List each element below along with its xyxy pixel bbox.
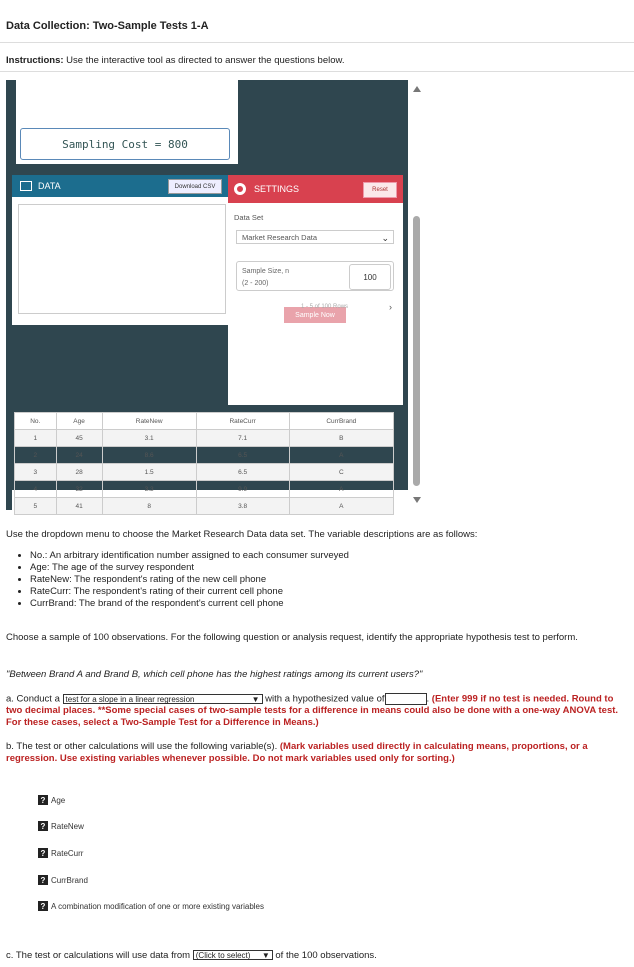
part-b: [6, 741, 626, 764]
table-cell: 4: [15, 481, 57, 498]
dropdown-intro: Use the dropdown menu to choose the Market Research Data data set. The variable descriptions are as follows:: [6, 529, 478, 540]
table-cell: 6.5: [196, 447, 289, 464]
checkbox-ratecurr[interactable]: [38, 848, 83, 858]
table-cell: C: [289, 464, 393, 481]
table-cell: A: [289, 447, 393, 464]
part-b-note: (Mark variables used directly in calculating means, proportions, or a regression. Use existing variables whenever possible. Do not mark variables used only for sorting.): [6, 741, 588, 764]
dataset-label: Data Set: [234, 213, 264, 222]
chevron-down-icon: ⌄: [381, 233, 389, 243]
observations-value: (Click to select): [195, 951, 251, 961]
chevron-down-icon: ▼: [261, 951, 270, 961]
table-row: [15, 481, 394, 498]
download-csv-button[interactable]: Download CSV: [168, 179, 222, 194]
checkbox-age[interactable]: [38, 795, 65, 805]
data-tab-label: DATA: [38, 181, 61, 191]
divider: [0, 42, 634, 43]
sample-size-input[interactable]: 100: [349, 264, 391, 290]
table-row: [15, 447, 394, 464]
table-cell: 45: [56, 430, 102, 447]
question-icon: ?: [38, 795, 48, 805]
table-cell: 3.1: [102, 430, 196, 447]
dataset-value: Market Research Data: [242, 232, 318, 242]
part-a-prefix: a. Conduct a: [6, 693, 60, 705]
column-header[interactable]: CurrBrand: [289, 413, 393, 430]
table-cell: 7.1: [196, 430, 289, 447]
table-cell: 41: [56, 498, 102, 515]
table-cell: 1: [15, 430, 57, 447]
checkbox-combination[interactable]: [38, 901, 264, 911]
table-cell: 1.5: [102, 464, 196, 481]
part-a-mid: with a hypothesized value of: [265, 693, 385, 705]
sample-size-label-text: Sample Size, n: [242, 268, 290, 275]
table-row: [15, 464, 394, 481]
column-header[interactable]: RateCurr: [196, 413, 289, 430]
part-c-prefix: c. The test or calculations will use data from: [6, 950, 191, 961]
table-cell: 8.6: [102, 447, 196, 464]
table-cell: 6.5: [196, 464, 289, 481]
rows-info: 1 - 5 of 100 Rows: [301, 304, 349, 310]
sample-size-label: [242, 266, 289, 290]
sample-size-field: [236, 261, 394, 291]
table-cell: 9.9: [196, 481, 289, 498]
checkbox-label: CurrBrand: [51, 875, 88, 885]
reset-button[interactable]: Reset: [363, 182, 397, 198]
page-title: Data Collection: Two-Sample Tests 1-A: [6, 20, 209, 32]
instructions: [6, 55, 344, 66]
table-cell: 3.8: [196, 498, 289, 515]
table-header-row: [15, 413, 394, 430]
table-cell: 2: [15, 447, 57, 464]
column-header[interactable]: Age: [56, 413, 102, 430]
question-icon: ?: [38, 901, 48, 911]
settings-header: [228, 175, 403, 203]
table-icon: [20, 181, 32, 191]
table-cell: A: [289, 498, 393, 515]
part-c-suffix: of the 100 observations.: [275, 950, 377, 961]
table-cell: 28: [56, 464, 102, 481]
settings-panel: [228, 175, 403, 405]
checkbox-label: RateNew: [51, 821, 84, 831]
data-table: [14, 412, 394, 515]
list-item: • No.: An arbitrary identification number assigned to each consumer surveyed: [30, 550, 349, 562]
list-item: • RateNew: The respondent's rating of the new cell phone: [30, 574, 349, 586]
sample-now-button[interactable]: Sample Now: [284, 307, 346, 323]
sampling-cost: Sampling Cost = 800: [20, 128, 230, 160]
settings-label: SETTINGS: [254, 184, 300, 194]
table-cell: 3.3: [102, 481, 196, 498]
next-page-icon[interactable]: ›: [389, 302, 392, 312]
table-row: [15, 498, 394, 515]
instructions-text: Use the interactive tool as directed to answer the questions below.: [66, 55, 345, 66]
data-tab[interactable]: [12, 175, 228, 197]
part-c: [6, 950, 626, 962]
question-icon: ?: [38, 848, 48, 858]
observations-select[interactable]: [193, 950, 273, 960]
gear-icon: [234, 183, 246, 195]
checkbox-label: RateCurr: [51, 848, 84, 858]
list-item: • Age: The age of the survey respondent: [30, 562, 349, 574]
checkbox-label: Age: [51, 795, 66, 805]
scroll-down-icon[interactable]: [413, 497, 421, 503]
hypothesized-value-input[interactable]: [385, 693, 427, 705]
table-cell: 8: [102, 498, 196, 515]
question-icon: ?: [38, 821, 48, 831]
chevron-down-icon: ▼: [251, 695, 260, 704]
choose-sample-text: Choose a sample of 100 observations. For the following question or analysis request, identify the appropriate hypothesis test to perform.: [6, 632, 578, 643]
table-cell: B: [289, 430, 393, 447]
dataset-select[interactable]: [236, 230, 394, 244]
checkbox-label: A combination modification of one or more existing variables: [51, 901, 264, 911]
list-item: • CurrBrand: The brand of the respondent's current cell phone: [30, 598, 349, 610]
table-row: [15, 430, 394, 447]
question-icon: ?: [38, 875, 48, 885]
test-type-value: test for a slope in a linear regression: [65, 695, 195, 704]
table-cell: 3: [15, 464, 57, 481]
variable-list: [16, 550, 349, 610]
question-text: "Between Brand A and Brand B, which cell phone has the highest ratings among its current users?": [6, 669, 423, 680]
checkbox-currbrand[interactable]: [38, 875, 88, 885]
table-cell: 24: [56, 447, 102, 464]
column-header[interactable]: No.: [15, 413, 57, 430]
part-a: a. Conduct a test for a slope in a linear regression ▼ with a hypothesized value of . (Enter 999 if no test is needed. Round to two decimal places. **Some special cases of two-sample tests for a difference in means could also be done with a one-way ANOVA test. For these cases, select a Two-Sample Test for a Difference in Means.): [6, 693, 619, 728]
scroll-up-icon[interactable]: [413, 86, 421, 92]
part-b-prefix: b. The test or other calculations will use the following variable(s).: [6, 741, 278, 752]
part-a-note: (Enter 999 if no test is needed. Round to two decimal places. **Some special cases of two-sample tests for a difference in means could also be done with a one-way ANOVA test. For these cases, select a Two-Sample Test for a Difference in Means.): [6, 693, 619, 728]
sample-size-range: (2 - 200): [242, 280, 269, 287]
table-cell: 32: [56, 481, 102, 498]
scrollbar[interactable]: [413, 216, 420, 486]
table-cell: A: [289, 481, 393, 498]
instructions-label: Instructions:: [6, 55, 64, 66]
divider: [0, 71, 634, 72]
column-header[interactable]: RateNew: [102, 413, 196, 430]
test-type-select[interactable]: [63, 694, 263, 704]
checkbox-ratenew[interactable]: [38, 821, 84, 831]
data-preview-box: [18, 204, 226, 314]
list-item: • RateCurr: The respondent's rating of their current cell phone: [30, 586, 349, 598]
table-cell: 5: [15, 498, 57, 515]
